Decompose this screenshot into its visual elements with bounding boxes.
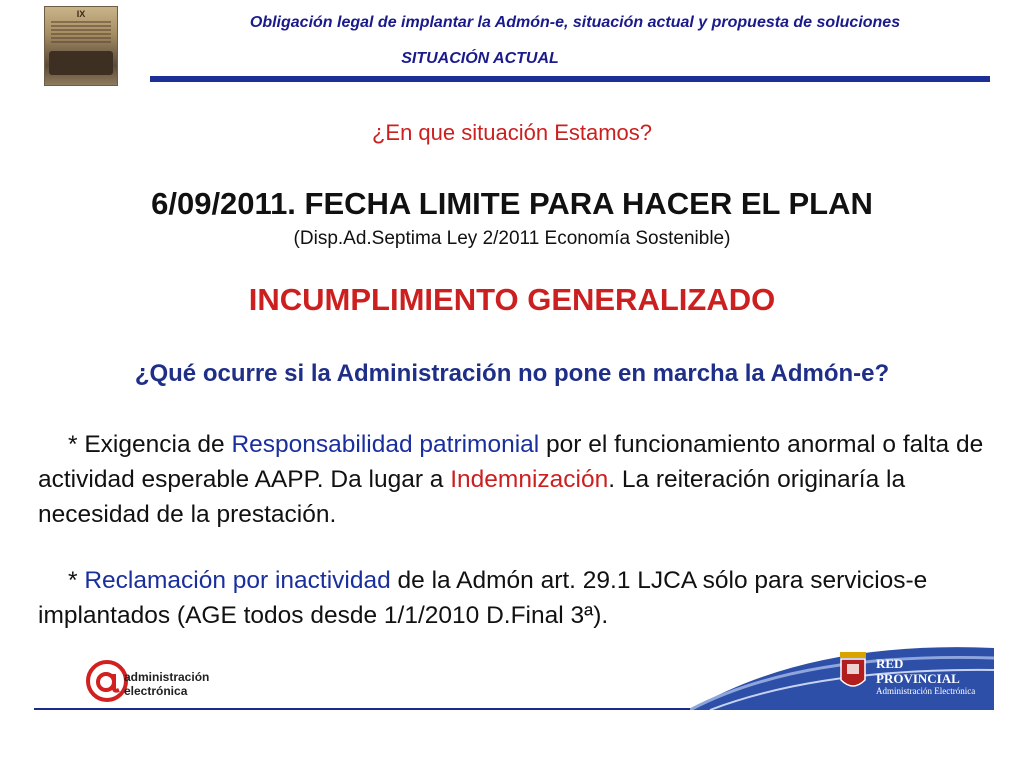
situation-question: ¿En que situación Estamos? [371,120,653,145]
legal-reference: (Disp.Ad.Septima Ley 2/2011 Economía Sostenible) [293,228,731,249]
header-title: Obligación legal de implantar la Admón-e, situación actual y propuesta de soluciones [249,14,901,31]
header-divider [150,76,990,82]
red-provincial-line1: RED [876,656,904,671]
paragraph-liability: * Exigencia de Responsabilidad patrimonial por el funcionamiento anormal o falta de actividad esperable AAPP. Da lugar a Indemnización. La reiteración originaría la necesidad de la prestación. [38,431,984,528]
paragraph-claim: * Reclamación por inactividad de la Admón art. 29.1 LJCA sólo para servicios-e implantados (AGE todos desde 1/1/2010 D.Final 3ª). [38,567,928,629]
at-sign-icon [86,660,128,702]
red-provincial-line2: PROVINCIAL [876,671,960,686]
liability-highlight: Responsabilidad patrimonial [231,431,540,458]
indemnity-highlight: Indemnización [450,466,609,493]
claim-highlight: Reclamación por inactividad [84,567,391,594]
coat-of-arms-icon [838,650,868,694]
admin-logo-line1: administración [124,670,210,684]
admin-logo-line2: electrónica [124,684,188,698]
deadline-heading: 6/09/2011. FECHA LIMITE PARA HACER EL PLAN [151,186,873,221]
noncompliance-heading: INCUMPLIMIENTO GENERALIZADO [248,282,776,317]
thumbnail-label: IX [76,9,86,19]
consequence-question: ¿Qué ocurre si la Administración no pone en marcha la Admón-e? [134,360,890,387]
red-provincial-line3: Administración Electrónica [876,686,976,696]
header-subtitle: SITUACIÓN ACTUAL [401,50,559,67]
conference-thumbnail [44,6,118,86]
